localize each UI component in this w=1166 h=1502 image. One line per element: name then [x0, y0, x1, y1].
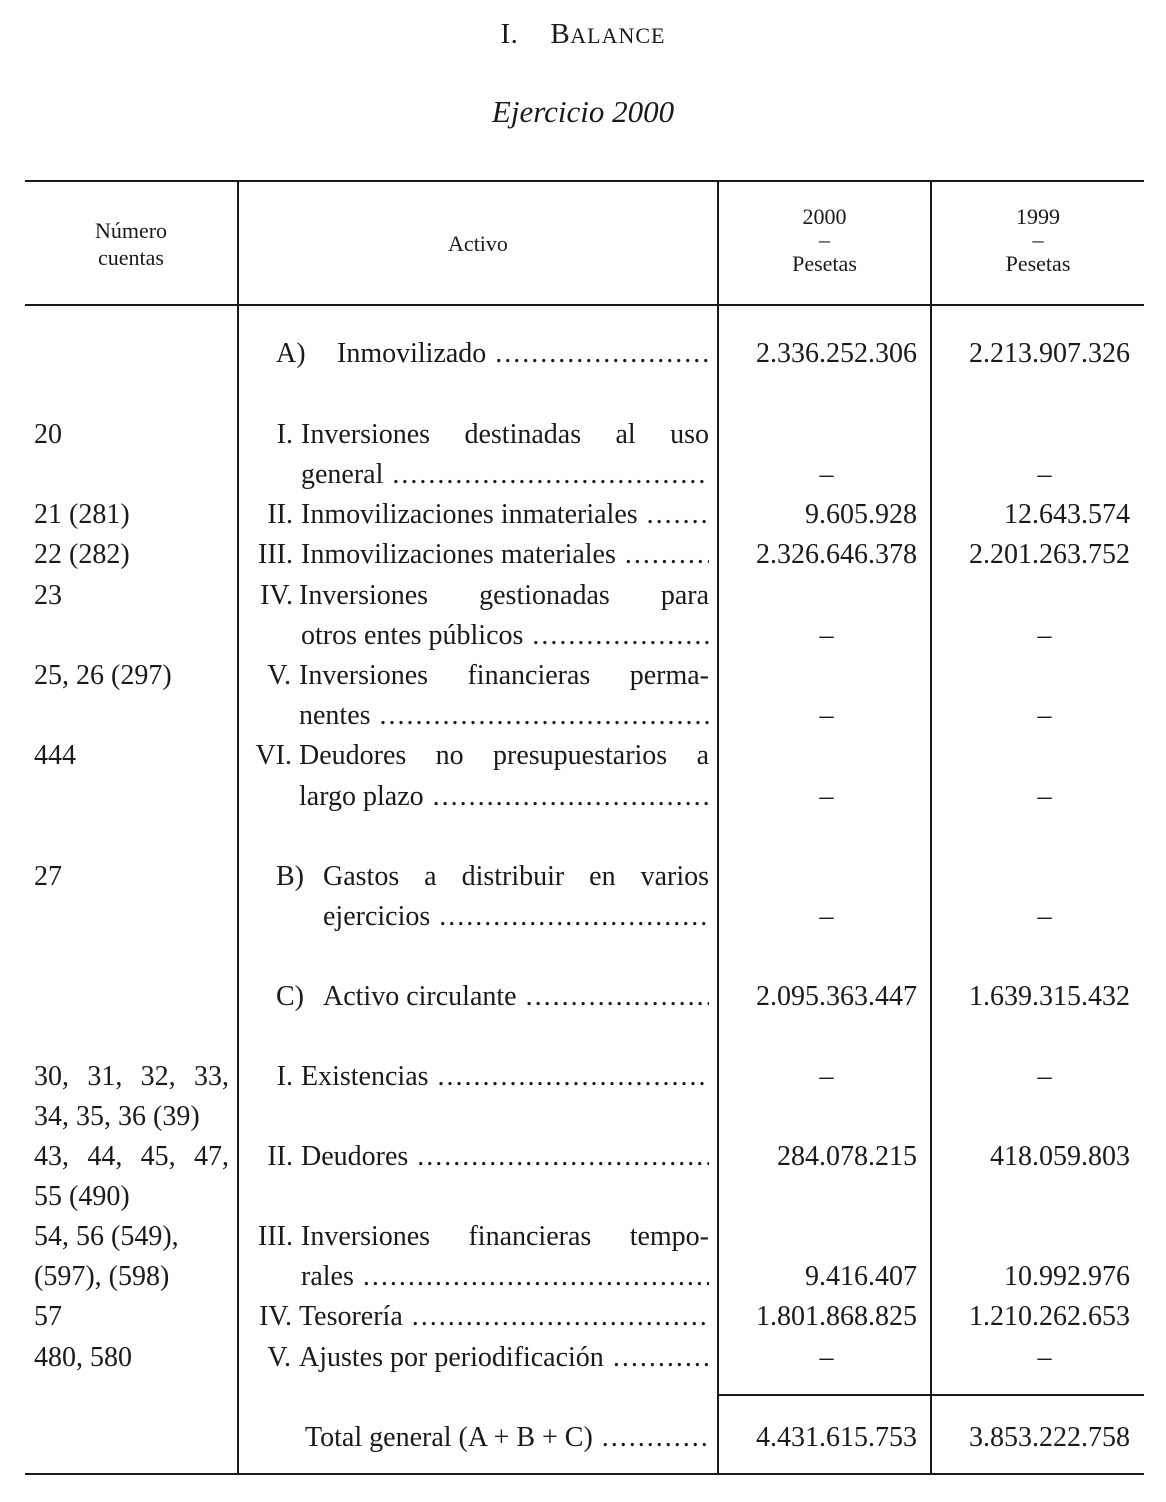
table-row	[0, 334, 1166, 374]
row-description: Existencias .....	[301, 1057, 709, 1097]
table-row	[0, 1297, 1166, 1337]
value-2000: 2.326.646.378	[756, 539, 917, 570]
title-rest: ALANCE	[570, 23, 666, 48]
roman-numeral: IV.	[259, 1301, 292, 1332]
row-description: general .....	[301, 455, 709, 495]
account-number: 34, 35, 36 (39)	[34, 1101, 200, 1132]
table-row	[0, 576, 1166, 616]
table-bottom-rule	[25, 1473, 1144, 1475]
value-1999: 1.210.262.653	[969, 1301, 1130, 1332]
row-description: nentes .....	[299, 696, 709, 736]
header-accounts-line: Número	[94, 218, 168, 243]
header-bottom-rule	[25, 304, 1144, 306]
row-description: rales .....	[301, 1257, 709, 1297]
value-2000: 9.605.928	[805, 499, 917, 530]
value-1999: –	[1037, 1342, 1052, 1373]
section-title	[0, 18, 1166, 51]
table-row	[0, 1097, 1166, 1137]
value-2000: 2.336.252.306	[756, 338, 917, 369]
value-1999: 1.639.315.432	[969, 981, 1130, 1012]
table-row	[0, 455, 1166, 495]
header-year: 1999	[1016, 204, 1060, 229]
row-description: Inversiones gestionadas para	[299, 580, 709, 611]
row-description: Inversiones financieras perma-	[299, 660, 709, 691]
table-row	[0, 696, 1166, 736]
table-row	[0, 1137, 1166, 1177]
value-2000: –	[819, 901, 834, 932]
value-2000: –	[819, 620, 834, 651]
account-number: 55 (490)	[34, 1181, 130, 1212]
value-2000: –	[819, 1061, 834, 1092]
roman-numeral: IV.	[260, 580, 293, 611]
value-2000: 2.095.363.447	[756, 981, 917, 1012]
roman-numeral: II.	[267, 1141, 293, 1172]
row-description: Deudores .....	[301, 1137, 709, 1177]
account-number: 21 (281)	[34, 499, 130, 530]
account-number: 54, 56 (549),	[34, 1221, 179, 1252]
value-2000: –	[819, 781, 834, 812]
row-description: Activo circulante .....	[323, 977, 709, 1017]
roman-numeral: II.	[267, 499, 293, 530]
row-description: Tesorería .....	[299, 1297, 709, 1337]
total-description: Total general (A + B + C) .....	[305, 1418, 709, 1458]
total-1999: 3.853.222.758	[969, 1422, 1130, 1453]
value-2000: –	[819, 459, 834, 490]
group-label: B)	[276, 861, 304, 892]
value-2000: –	[819, 700, 834, 731]
value-1999: 12.643.574	[1004, 499, 1130, 530]
total-row	[0, 1418, 1166, 1458]
row-description: ejercicios .....	[323, 897, 709, 937]
header-accounts	[25, 217, 237, 271]
table-row	[0, 415, 1166, 455]
header-unit: Pesetas	[792, 251, 857, 276]
value-2000: 9.416.407	[805, 1261, 917, 1292]
table-row	[0, 1057, 1166, 1097]
row-description: Ajustes por periodificación .....	[299, 1338, 709, 1378]
account-number: (597), (598)	[34, 1261, 170, 1292]
value-1999: –	[1037, 620, 1052, 651]
roman-numeral: VI.	[255, 740, 292, 771]
account-number: 22 (282)	[34, 539, 130, 570]
account-number: 25, 26 (297)	[34, 660, 172, 691]
header-activo: Activo	[448, 231, 508, 256]
value-1999: 10.992.976	[1004, 1261, 1130, 1292]
account-number: 30, 31, 32, 33,	[34, 1061, 229, 1092]
header-year: 2000	[802, 204, 847, 229]
account-number: 444	[34, 740, 76, 771]
row-description: largo plazo .....	[299, 777, 709, 817]
table-top-rule	[25, 180, 1144, 182]
total-2000: 4.431.615.753	[756, 1422, 917, 1453]
row-description: Gastos a distribuir en varios	[323, 861, 709, 892]
account-number: 480, 580	[34, 1342, 132, 1373]
value-2000: –	[819, 1342, 834, 1373]
row-description: Inversiones destinadas al uso	[301, 419, 709, 450]
header-unit: Pesetas	[1005, 251, 1071, 276]
header-2000	[719, 203, 930, 277]
value-2000: 284.078.215	[777, 1141, 917, 1172]
total-rule	[718, 1394, 1144, 1396]
table-row	[0, 1338, 1166, 1378]
row-description: Deudores no presupuestarios a	[299, 740, 709, 771]
account-number: 27	[34, 861, 62, 892]
value-1999: –	[1037, 901, 1052, 932]
roman-numeral: III.	[258, 539, 293, 570]
account-number: 20	[34, 419, 62, 450]
value-1999: –	[1037, 1061, 1052, 1092]
value-1999: –	[1037, 781, 1052, 812]
row-description: Inversiones financieras tempo-	[301, 1221, 709, 1252]
title-initial: B	[550, 18, 571, 50]
header-accounts-line: cuentas	[98, 245, 164, 270]
account-number: 57	[34, 1301, 62, 1332]
table-row	[0, 495, 1166, 535]
header-separator: –	[1032, 227, 1044, 252]
value-1999: –	[1037, 700, 1052, 731]
header-separator: –	[819, 227, 830, 252]
row-description: Inmovilizaciones inmateriales .....	[301, 495, 709, 535]
table-row	[0, 656, 1166, 696]
account-number: 23	[34, 580, 62, 611]
section-number: I.	[500, 18, 519, 50]
value-1999: 2.213.907.326	[969, 338, 1130, 369]
table-row	[0, 777, 1166, 817]
table-row	[0, 1257, 1166, 1297]
value-1999: 2.201.263.752	[969, 539, 1130, 570]
table-row	[0, 1177, 1166, 1217]
table-row	[0, 616, 1166, 656]
value-2000: 1.801.868.825	[756, 1301, 917, 1332]
table-row	[0, 1217, 1166, 1257]
roman-numeral: V.	[267, 1342, 291, 1373]
group-label: A)	[276, 338, 306, 369]
table-row	[0, 857, 1166, 897]
table-row	[0, 897, 1166, 937]
table-row	[0, 535, 1166, 575]
fiscal-year-subtitle: Ejercicio 2000	[491, 94, 675, 129]
header-1999	[932, 203, 1144, 277]
account-number: 43, 44, 45, 47,	[34, 1141, 229, 1172]
roman-numeral: I.	[276, 1061, 293, 1092]
value-1999: 418.059.803	[990, 1141, 1130, 1172]
row-description: Inmovilizado .....	[337, 334, 709, 374]
row-description: otros entes públicos .....	[301, 616, 709, 656]
roman-numeral: V.	[267, 660, 291, 691]
roman-numeral: III.	[258, 1221, 293, 1252]
roman-numeral: I.	[276, 419, 293, 450]
row-description: Inmovilizaciones materiales .....	[301, 535, 709, 575]
table-row	[0, 977, 1166, 1017]
table-row	[0, 736, 1166, 776]
group-label: C)	[276, 981, 304, 1012]
value-1999: –	[1037, 459, 1052, 490]
